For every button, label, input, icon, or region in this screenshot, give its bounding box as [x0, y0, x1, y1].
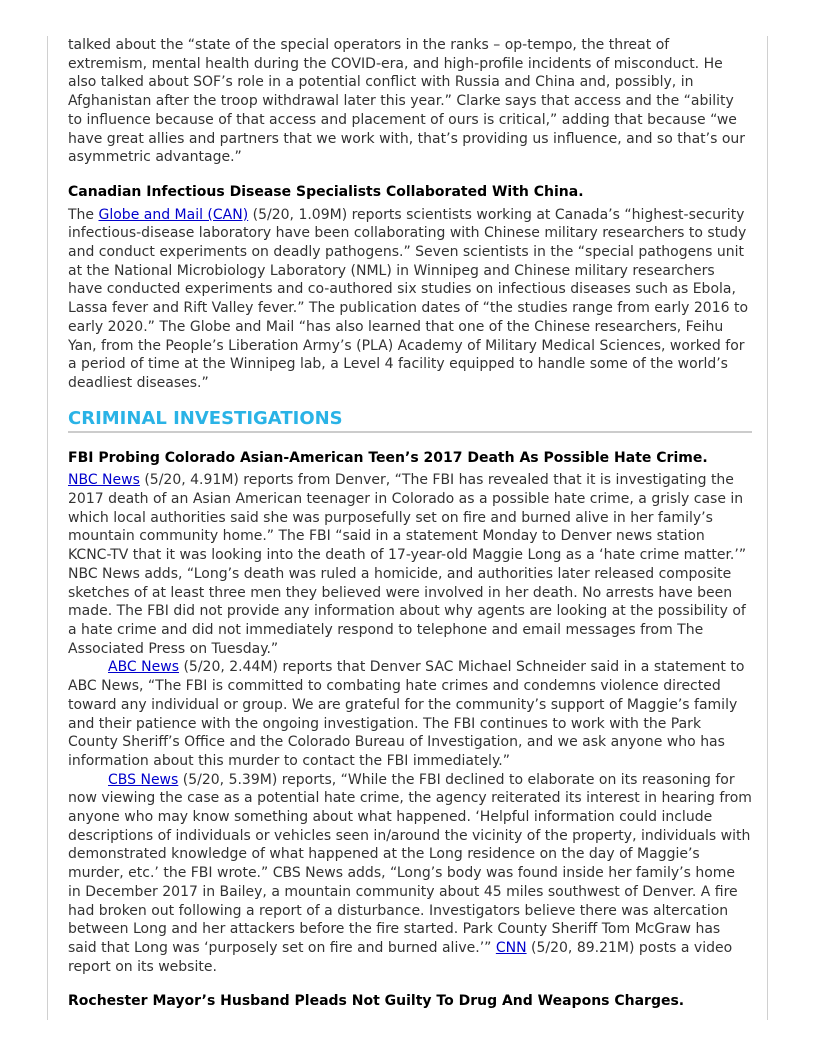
- fbi-paragraph-2: [68, 658, 752, 770]
- fbi-paragraph-1: [68, 471, 752, 658]
- fbi-p1-body: (5/20, 4.91M) reports from Denver, “The FBI has revealed that it is investigating the 2017 death of an Asian American teenager in Colorado as a possible hate crime, a grisly case in which local authorities said she was purposefully set on fire and burned alive in her family’s mountain community home.” The FBI “said in a statement Monday to Denver news station KCNC-TV that it was looking into the death of 17-year-old Maggie Long as a ‘hate crime matter.’” NBC News adds, “Long’s death was ruled a homicide, and authorities later released composite sketches of at least three men they believed were involved in her death. No arrests have been made. The FBI did not provide any information about why agents are looking at the possibility of a hate crime and did not immediately respond to telephone and email messages from The Associated Press on Tuesday.”: [68, 472, 747, 657]
- fbi-p3-tail: (5/20, 89.21M) posts a video report on its website.: [68, 939, 733, 975]
- section-title-criminal-investigations: CRIMINAL INVESTIGATIONS: [68, 408, 752, 433]
- continued-paragraph: talked about the “state of the special operators in the ranks – op-tempo, the threat of extremism, mental health during the COVID-era, and high-profile incidents of misconduct. He also talked about SOF’s role in a potential conflict with Russia and China and, possibly, in Afghanistan after the troop withdrawal later this year.” Clarke says that access and the “ability to influence because of that access and placement of ours is critical,” adding that because “we have great allies and partners that we work with, that’s providing us influence, and so that’s our asymmetric advantage.”: [68, 37, 746, 166]
- headline-fbi-colorado: FBI Probing Colorado Asian-American Teen’s 2017 Death As Possible Hate Crime.: [68, 449, 708, 466]
- cbs-news-link[interactable]: CBS News: [108, 771, 179, 788]
- fbi-p2-body: (5/20, 2.44M) reports that Denver SAC Michael Schneider said in a statement to ABC News, “The FBI is committed to combating hate crimes and condemns violence directed toward any individual or group. We are grateful for the community’s support of Maggie’s family and their patience with the ongoing investigation. The FBI continues to work with the Park County Sheriff’s Office and the Colorado Bureau of Investigation, and we ask anyone who has information about this murder to contact the FBI immediately.”: [68, 659, 745, 769]
- globe-and-mail-link[interactable]: Globe and Mail (CAN): [98, 206, 249, 223]
- headline-canada: Canadian Infectious Disease Specialists Collaborated With China.: [68, 183, 584, 200]
- fbi-p3-body: (5/20, 5.39M) reports, “While the FBI declined to elaborate on its reasoning for now viewing the case as a potential hate crime, the agency reiterated its interest in hearing from anyone who may know something about what happened. ‘Helpful information could include descriptions of individuals or vehicles seen in/around the vicinity of the property, individuals with demonstrated knowledge of what happened at the Long residence on the day of Maggie’s murder, etc.’ the FBI wrote.” CBS News adds, “Long’s body was found inside her family’s home in December 2017 in Bailey, a mountain community about 45 miles southwest of Denver. A fire had broken out following a report of a disturbance. Investigators believe there was altercation between Long and her attackers before the fire started. Park County Sheriff Tom McGraw has said that Long was ‘purposely set on fire and burned alive.’”: [68, 771, 752, 956]
- abc-news-link[interactable]: ABC News: [108, 659, 179, 676]
- headline-rochester: Rochester Mayor’s Husband Pleads Not Guilty To Drug And Weapons Charges.: [68, 993, 685, 1010]
- nbc-news-link[interactable]: NBC News: [68, 472, 140, 489]
- cnn-link[interactable]: CNN: [495, 939, 527, 956]
- left-margin-rule: [47, 36, 48, 1020]
- fbi-paragraph-3: [68, 771, 752, 977]
- canada-paragraph: [68, 206, 752, 393]
- canada-body: (5/20, 1.09M) reports scientists working at Canada’s “highest-security infectious-disease laboratory have been collaborating with Chinese military researchers to study and conduct experiments on deadly pathogens.” Seven scientists in the “special pathogens unit at the National Microbiology Laboratory (NML) in Winnipeg and Chinese military researchers have conducted experiments and co-authored six studies on infectious diseases such as Ebola, Lassa fever and Rift Valley fever.” The publication dates of “the studies range from early 2016 to early 2020.” The Globe and Mail “has also learned that one of the Chinese researchers, Feihu Yan, from the People’s Liberation Army’s (PLA) Academy of Military Medical Sciences, worked for a period of time at the Winnipeg lab, a Level 4 facility equipped to handle some of the world’s deadliest diseases.”: [68, 206, 749, 391]
- article-content: [68, 36, 752, 1011]
- canada-lead: The: [68, 206, 99, 223]
- right-margin-rule: [767, 36, 768, 1020]
